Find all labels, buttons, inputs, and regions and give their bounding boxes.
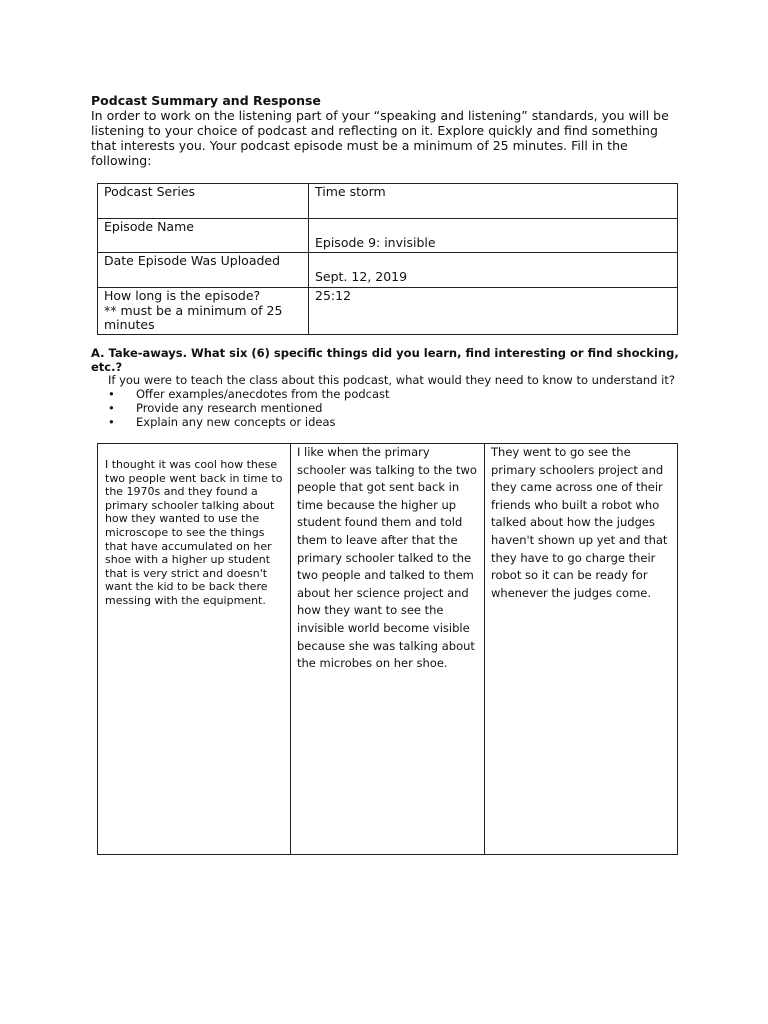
section-a-prompt: If you were to teach the class about this podcast, what would they need to know to understand it? [108, 373, 675, 387]
podcast-series-label: Podcast Series [98, 184, 309, 219]
podcast-series-value[interactable]: Time storm [309, 184, 678, 219]
episode-name-value: Episode 9: invisible [315, 235, 436, 250]
takeaway-text-3: They went to go see the primary schoolers project and they came across one of their friends who built a robot who talked about how the judges haven't shown up yet and that they have to go charge their robot so it can be ready for whenever the judges come. [491, 445, 668, 600]
episode-name-cell[interactable] [309, 219, 678, 253]
episode-length-label-cell [98, 288, 309, 335]
intro-paragraph: In order to work on the listening part of your “speaking and listening” standards, you will be listening to your choice of podcast and reflecting on it. Explore quickly and find something that interests you. Your podcast episode must be a minimum of 25 minutes. Fill in the following: [91, 108, 669, 168]
bullet-text: Offer examples/anecdotes from the podcast [136, 387, 390, 401]
takeaways-table [97, 443, 678, 855]
bullet-icon: • [108, 415, 115, 429]
list-item [108, 401, 390, 415]
bullet-icon: • [108, 401, 115, 415]
takeaway-cell-2[interactable] [291, 444, 485, 854]
section-a-heading: A. Take-aways. What six (6) specific things did you learn, find interesting or find shocking, etc.? [91, 346, 679, 374]
bullet-text: Explain any new concepts or ideas [136, 415, 336, 429]
list-item [108, 415, 390, 429]
episode-length-note: ** must be a minimum of 25 minutes [104, 302, 283, 332]
episode-name-label: Episode Name [98, 219, 309, 253]
takeaway-text-2: I like when the primary schooler was talking to the two people that got sent back in time because the higher up student found them and told them to leave after that the primary schooler talked to the two people and talked to them about her science project and how they want to see the invisible world become visible because she was talking about the microbes on her shoe. [297, 445, 477, 671]
podcast-info-table [97, 183, 678, 335]
table-row [98, 219, 678, 253]
episode-length-value[interactable]: 25:12 [309, 288, 678, 335]
table-row [98, 253, 678, 288]
episode-length-label: How long is the episode? [104, 288, 261, 303]
table-row [98, 184, 678, 219]
bullet-text: Provide any research mentioned [136, 401, 323, 415]
table-row [98, 288, 678, 335]
takeaway-cell-3[interactable] [485, 444, 677, 854]
upload-date-cell[interactable] [309, 253, 678, 288]
guidance-list [108, 387, 390, 429]
bullet-icon: • [108, 387, 115, 401]
page-title: Podcast Summary and Response [91, 93, 321, 108]
upload-date-value: Sept. 12, 2019 [315, 269, 408, 284]
takeaway-text-1: I thought it was cool how these two people went back in time to the 1970s and they found a primary schooler talking about how they wanted to use the microscope to see the things that have accumulated on her shoe with a higher up student that is very strict and doesn't want the kid to be back there messing with the equipment. [105, 458, 283, 607]
takeaway-cell-1[interactable] [98, 444, 291, 854]
upload-date-label: Date Episode Was Uploaded [98, 253, 309, 288]
list-item [108, 387, 390, 401]
